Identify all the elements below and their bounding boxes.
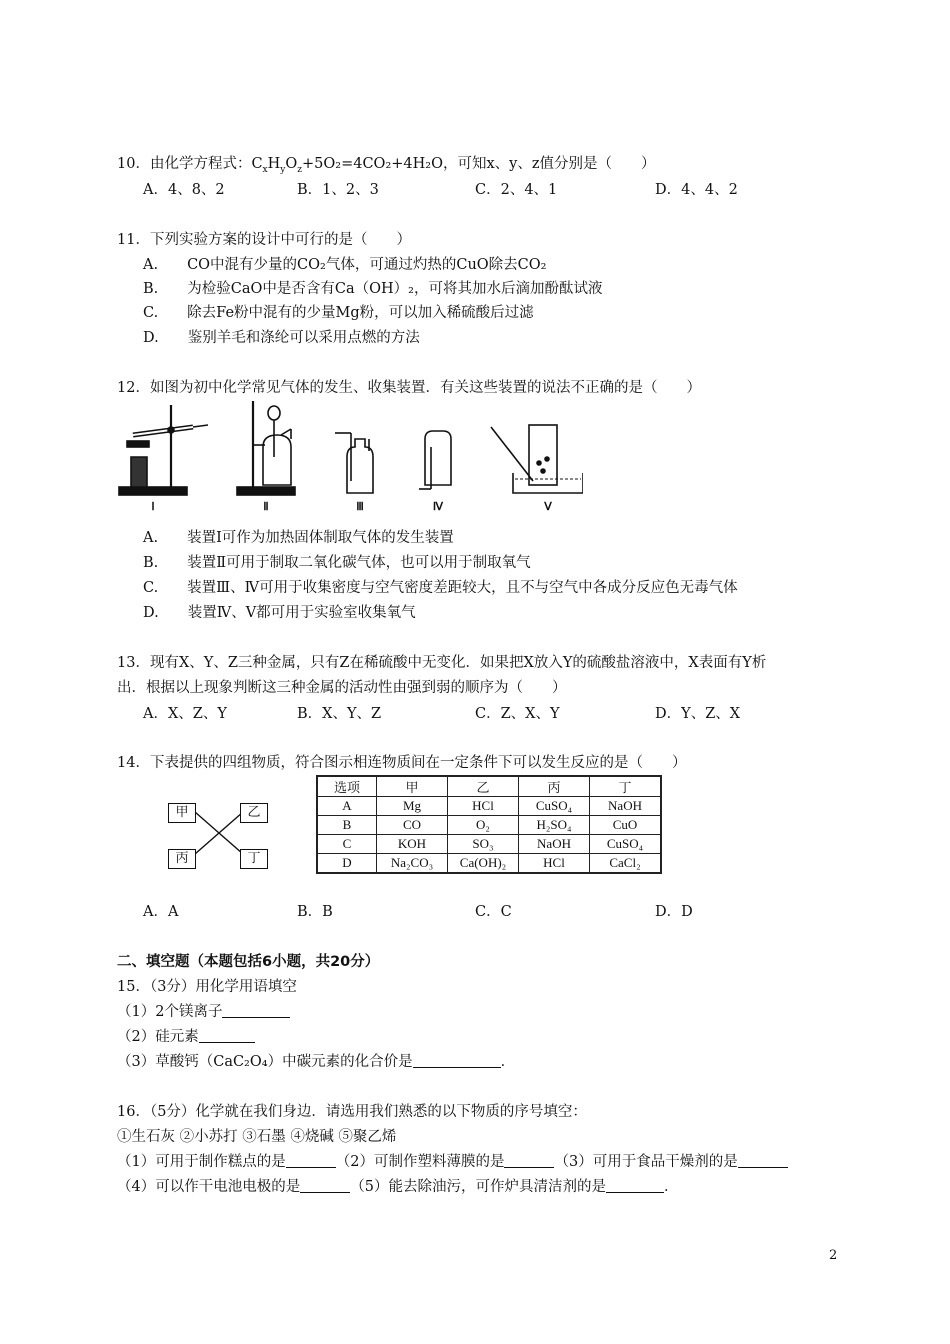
table-cell: D <box>317 854 377 874</box>
q16-item-2: （2）可制作塑料薄膜的是 <box>335 1154 505 1170</box>
q12-option-d: D. 装置Ⅳ、Ⅴ都可用于实验室收集氧气 <box>143 605 416 621</box>
apparatus-1-icon <box>119 405 208 495</box>
q15-stem: 15．（3分）用化学用语填空 <box>117 979 297 995</box>
table-header-row <box>317 776 661 797</box>
table-cell: O₂ <box>448 816 519 835</box>
table-cell: Na₂CO₃ <box>377 854 448 874</box>
diagram-box-jia: 甲 <box>168 803 196 823</box>
answer-blank[interactable] <box>300 1178 350 1193</box>
q14-option-d: D．D <box>655 904 693 920</box>
table-cell: C <box>317 835 377 854</box>
q16-stem: 16．（5分）化学就在我们身边．请选用我们熟悉的以下物质的序号填空： <box>117 1104 587 1120</box>
answer-blank[interactable] <box>738 1153 788 1168</box>
q14-option-b: B．B <box>297 904 333 920</box>
table-cell: H₂SO₄ <box>519 816 590 835</box>
q16-item-4: （4）可以作干电池电极的是 <box>117 1179 301 1195</box>
q12-option-a: A. 装置Ⅰ可作为加热固体制取气体的发生装置 <box>143 530 454 546</box>
q16-item-5: （5）能去除油污，可作炉具清洁剂的是 <box>350 1179 606 1195</box>
answer-blank[interactable] <box>413 1053 501 1068</box>
table-header: 乙 <box>448 776 519 797</box>
apparatus-3-icon <box>335 433 373 493</box>
q10-stem: 10．由化学方程式：$C_xH_yO_z+5O_2=4CO_2+4H_2O$，可知x、y、z值分别是（ ） <box>117 156 656 175</box>
q11-option-d: D. 鉴别羊毛和涤纶可以采用点燃的方法 <box>143 330 420 346</box>
apparatus-label-2: Ⅱ <box>263 501 269 513</box>
q16-item-3: （3）可用于食品干燥剂的是 <box>554 1154 738 1170</box>
q15-end: ． <box>500 1054 516 1070</box>
table-cell: A <box>317 797 377 816</box>
q16-materials: ①生石灰 ②小苏打 ③石墨 ④烧碱 ⑤聚乙烯 <box>117 1129 397 1145</box>
q11-option-c: C. 除去Fe粉中混有的少量Mg粉，可以加入稀硫酸后过滤 <box>143 305 534 321</box>
q15-item-1 <box>117 1000 290 1021</box>
table-cell: Mg <box>377 797 448 816</box>
answer-blank[interactable] <box>222 1003 290 1018</box>
q15-item-1-text: （1）2个镁离子 <box>117 1004 223 1020</box>
apparatus-label-4: Ⅳ <box>432 501 444 513</box>
table-cell: KOH <box>377 835 448 854</box>
table-header: 丙 <box>519 776 590 797</box>
q15-item-2-text: （2）硅元素 <box>117 1029 199 1045</box>
q14-stem: 14．下表提供的四组物质，符合图示相连物质间在一定条件下可以发生反应的是（ ） <box>117 755 687 771</box>
q16-end: ． <box>663 1179 679 1195</box>
q14-table <box>316 775 662 874</box>
table-row <box>317 797 661 816</box>
q14-option-a: A．A <box>143 904 179 920</box>
table-cell: Ca(OH)₂ <box>448 854 519 874</box>
table-cell: CuSO₄ <box>590 835 662 854</box>
q16-line-2 <box>117 1175 678 1196</box>
q13-option-a: A．X、Z、Y <box>143 706 227 722</box>
q15-item-3-text: （3）草酸钙（CaC₂O₄）中碳元素的化合价是 <box>117 1054 413 1070</box>
diagram-box-yi: 乙 <box>240 803 268 823</box>
q16-line-1 <box>117 1150 788 1171</box>
table-cell: SO₃ <box>448 835 519 854</box>
q10-option-a: A．4、8、2 <box>143 182 225 198</box>
q11-option-b: B. 为检验CaO中是否含有Ca（OH）₂，可将其加水后滴加酚酞试液 <box>143 281 603 297</box>
answer-blank[interactable] <box>286 1153 336 1168</box>
q10-option-d: D．4、4、2 <box>655 182 738 198</box>
apparatus-label-5: Ⅴ <box>544 501 552 513</box>
apparatus-figure <box>113 397 583 515</box>
answer-blank[interactable] <box>504 1153 554 1168</box>
page-number: 2 <box>829 1248 838 1263</box>
diagram-box-ding: 丁 <box>240 849 268 869</box>
q13-option-b: B．X、Y、Z <box>297 706 382 722</box>
table-header: 甲 <box>377 776 448 797</box>
table-header: 选项 <box>317 776 377 797</box>
table-cell: HCl <box>448 797 519 816</box>
answer-blank[interactable] <box>199 1028 255 1043</box>
table-cell: B <box>317 816 377 835</box>
q13-option-d: D．Y、Z、X <box>655 706 741 722</box>
q15-item-2 <box>117 1025 255 1046</box>
q11-stem: 11．下列实验方案的设计中可行的是（ ） <box>117 232 411 248</box>
q12-stem: 12．如图为初中化学常见气体的发生、收集装置．有关这些装置的说法不正确的是（ ） <box>117 380 701 396</box>
diagram-box-bing: 丙 <box>168 849 196 869</box>
q13-option-c: C．Z、X、Y <box>475 706 560 722</box>
table-cell: CuSO₄ <box>519 797 590 816</box>
table-cell: HCl <box>519 854 590 874</box>
table-header: 丁 <box>590 776 662 797</box>
apparatus-4-icon <box>419 431 451 489</box>
q11-option-a: A. CO中混有少量的CO₂气体，可通过灼热的CuO除去CO₂ <box>143 257 547 273</box>
q13-stem-line2: 出．根据以上现象判断这三种金属的活动性由强到弱的顺序为（ ） <box>117 680 567 696</box>
q14-option-c: C．C <box>475 904 512 920</box>
table-cell: CuO <box>590 816 662 835</box>
table-row <box>317 854 661 874</box>
table-cell: NaOH <box>519 835 590 854</box>
q12-option-b: B. 装置Ⅱ可用于制取二氧化碳气体，也可以用于制取氧气 <box>143 555 531 571</box>
apparatus-2-icon <box>237 401 295 495</box>
table-cell: CaCl₂ <box>590 854 662 874</box>
table-row <box>317 816 661 835</box>
apparatus-5-icon <box>491 425 583 493</box>
table-cell: CO <box>377 816 448 835</box>
section-heading: 二、填空题（本题包括6小题，共20分） <box>117 954 380 970</box>
q15-item-3 <box>117 1050 515 1071</box>
apparatus-label-3: Ⅲ <box>356 501 364 513</box>
answer-blank[interactable] <box>606 1178 664 1193</box>
q13-stem-line1: 13．现有X、Y、Z三种金属，只有Z在稀硫酸中无变化．如果把X放入Y的硫酸盐溶液中，X表面有Y析 <box>117 655 767 671</box>
table-cell: NaOH <box>590 797 662 816</box>
table-row <box>317 835 661 854</box>
q10-option-b: B．1、2、3 <box>297 182 379 198</box>
q16-item-1: （1）可用于制作糕点的是 <box>117 1154 286 1170</box>
q12-option-c: C. 装置Ⅲ、Ⅳ可用于收集密度与空气密度差距较大，且不与空气中各成分反应色无毒气体 <box>143 580 738 596</box>
q10-option-c: C．2、4、1 <box>475 182 558 198</box>
apparatus-label-1: Ⅰ <box>151 501 155 513</box>
